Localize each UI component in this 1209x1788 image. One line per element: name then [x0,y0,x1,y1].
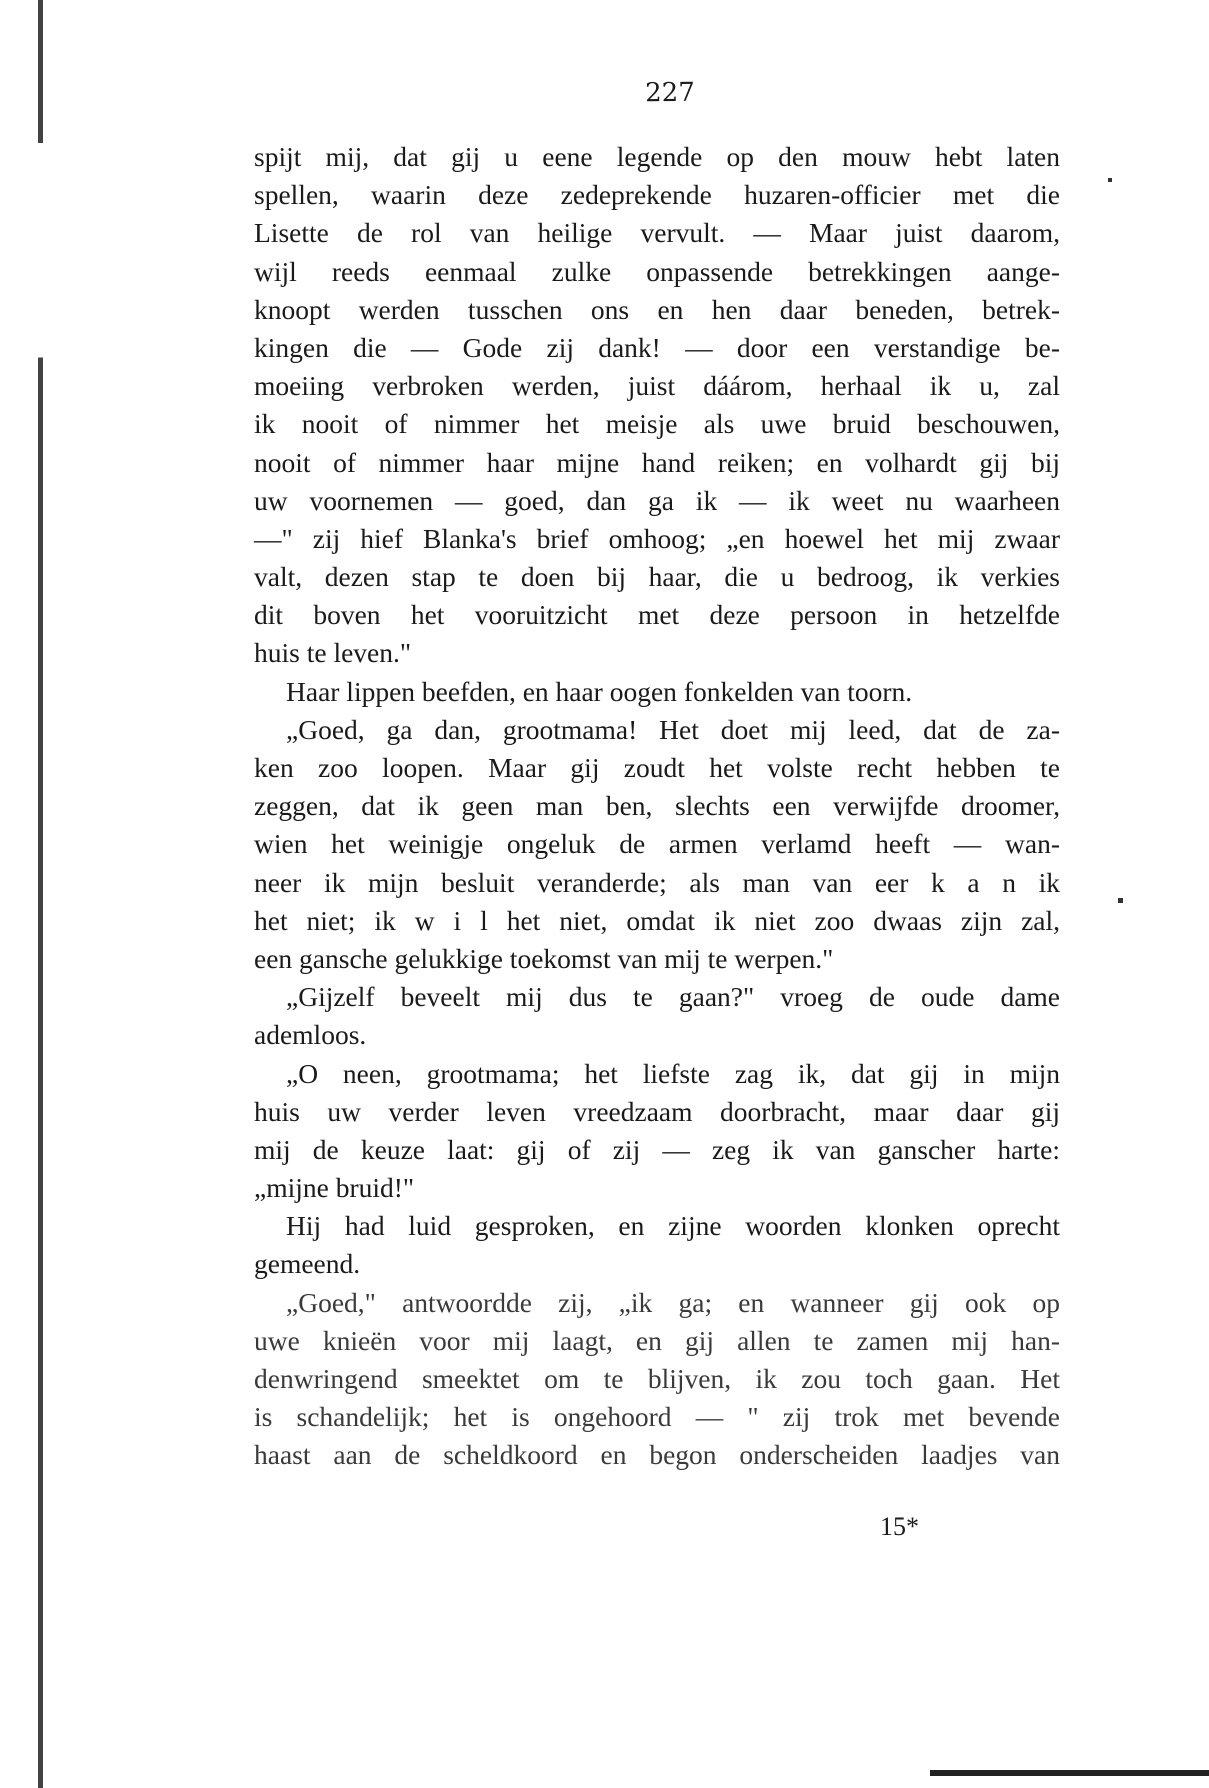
text-line: „Goed," antwoordde zij, „ik ga; en wanneer gij ook op [286,1286,1060,1318]
text-line: „mijne bruid!" [254,1172,415,1204]
text-line: ken zoo loopen. Maar gij zoudt het volste recht hebben te [254,752,1060,783]
text-line: uwe knieën voor mij laagt, en gij allen te zamen mij han- [254,1324,1060,1356]
text-line: gemeend. [254,1248,361,1280]
text-line: Haar lippen beefden, en haar oogen fonkelden van toorn. [286,675,913,707]
text-line: uw voornemen — goed, dan ga ik — ik weet nu waarheen [254,484,1060,516]
text-line: nooit of nimmer haar mijne hand reiken; en volhardt gij bij [254,446,1060,478]
text-line: het niet; ik w i l het niet, omdat ik niet zoo dwaas zijn zal, [254,904,1060,936]
text-line: denwringend smeektet om te blijven, ik zou toch gaan. Het [254,1363,1060,1394]
text-line: spellen, waarin deze zedeprekende huzaren-officier met die [254,179,1060,211]
text-line: neer ik mijn besluit veranderde; als man van eer k a n ik [254,866,1060,898]
text-line: „Gijzelf beveelt mij dus te gaan?" vroeg de oude dame [286,981,1060,1013]
text-line: huis te leven." [254,637,412,669]
print-speck [1108,178,1112,182]
print-speck [1118,898,1123,903]
text-line: spijt mij, dat gij u eene legende op den mouw hebt laten [254,141,1060,172]
text-line: haast aan de scheldkoord en begon onderscheiden laadjes van [254,1439,1060,1471]
text-line: kingen die — Gode zij dank! — door een verstandige be- [254,331,1060,363]
bottom-edge-rule [930,1770,1209,1776]
signature-mark: 15* [880,1512,919,1541]
text-line: „O neen, grootmama; het liefste zag ik, dat gij in mijn [286,1057,1060,1089]
text-line: mij de keuze laat: gij of zij — zeg ik van ganscher harte: [254,1133,1060,1165]
page-number: 227 [645,77,695,109]
text-line: ademloos. [254,1019,367,1051]
binding-edge [38,0,43,1788]
body-text [254,138,1060,1475]
text-line: een gansche gelukkige toekomst van mij te werpen." [254,942,834,974]
text-line: huis uw verder leven vreedzaam doorbracht, maar daar gij [254,1095,1060,1127]
text-line: zeggen, dat ik geen man ben, slechts een verwijfde droomer, [254,790,1060,822]
text-line: „Goed, ga dan, grootmama! Het doet mij leed, dat de za- [286,713,1060,745]
text-line: moeiing verbroken werden, juist dáárom, herhaal ik u, zal [254,370,1060,402]
text-line: valt, dezen stap te doen bij haar, die u bedroog, ik verkies [254,561,1060,593]
text-line: is schandelijk; het is ongehoord — " zij trok met bevende [254,1401,1060,1433]
text-line: dit boven het vooruitzicht met deze persoon in hetzelfde [254,599,1060,631]
text-line: Hij had luid gesproken, en zijne woorden klonken oprecht [286,1210,1060,1242]
text-line: —" zij hief Blanka's brief omhoog; „en hoewel het mij zwaar [254,522,1060,554]
text-line: wijl reeds eenmaal zulke onpassende betrekkingen aange- [254,255,1060,287]
text-line: knoopt werden tusschen ons en hen daar beneden, betrek- [254,293,1060,325]
text-line: wien het weinigje ongeluk de armen verlamd heeft — wan- [254,828,1060,860]
text-line: Lisette de rol van heilige vervult. — Maar juist daarom, [254,217,1060,249]
text-line: ik nooit of nimmer het meisje als uwe bruid beschouwen, [254,408,1060,440]
